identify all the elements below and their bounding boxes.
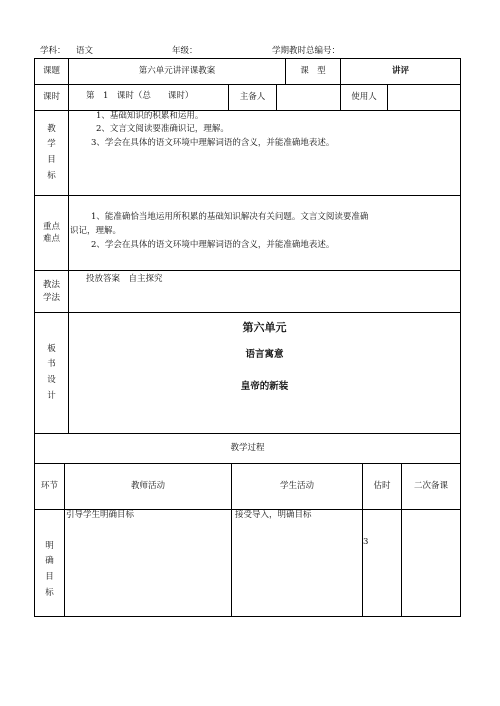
column-header-time: 估时 bbox=[373, 481, 391, 492]
lesson-type-value: 讲评 bbox=[391, 66, 409, 77]
preparer-value[interactable] bbox=[277, 85, 340, 110]
period-text: 第 1 课时（总 课时） bbox=[86, 91, 194, 101]
objective-item: 2、文言文阅读要准确识记，理解。 bbox=[96, 124, 229, 134]
methods-label: 教法 学法 bbox=[42, 280, 60, 303]
process-title: 教学过程 bbox=[230, 443, 265, 454]
stage-label: 明 确 目 标 bbox=[45, 540, 54, 598]
column-header-teacher: 教师活动 bbox=[130, 481, 165, 492]
objectives-label: 教 学 目 标 bbox=[47, 123, 56, 181]
board-lesson-title: 皇帝的新装 bbox=[240, 381, 289, 393]
board-subtitle: 语言寓意 bbox=[245, 349, 284, 361]
column-header-student: 学生活动 bbox=[279, 481, 314, 492]
table-border-bottom bbox=[34, 616, 461, 617]
lesson-type-label: 课 型 bbox=[300, 66, 326, 77]
key-point-line-continued: 识记，理解。 bbox=[70, 226, 122, 236]
objective-item: 1、基础知识的积累和运用。 bbox=[96, 111, 204, 121]
teacher-activity: 引导学生明确目标 bbox=[66, 510, 135, 520]
period-label: 课时 bbox=[42, 92, 60, 103]
column-header-stage: 环节 bbox=[40, 481, 58, 492]
plan-number-label: 学期教时总编号： bbox=[272, 46, 341, 56]
row-divider bbox=[34, 195, 461, 196]
key-point-line: 2、学会在具体的语文环境中理解词语的含义，并能准确地表述。 bbox=[91, 240, 335, 250]
key-points-label: 重点 难点 bbox=[42, 221, 60, 244]
column-header-second-prep: 二次备课 bbox=[413, 481, 448, 492]
methods-value: 投放答案 自主探究 bbox=[86, 274, 163, 284]
objective-item: 3、学会在具体的语文环境中理解词语的含义，并能准确地表述。 bbox=[91, 138, 335, 148]
subject-label: 学科： bbox=[40, 46, 66, 56]
topic-label: 课题 bbox=[42, 66, 60, 77]
preparer-label: 主备人 bbox=[239, 92, 266, 103]
row-divider bbox=[34, 270, 461, 271]
topic-value: 第六单元讲评课教案 bbox=[138, 66, 216, 77]
estimated-time: 3 bbox=[363, 537, 369, 547]
row-divider bbox=[34, 312, 461, 313]
label-column-divider bbox=[68, 58, 69, 433]
board-design-label: 板 书 设 计 bbox=[47, 343, 56, 401]
board-title: 第六单元 bbox=[242, 321, 287, 335]
document-header bbox=[40, 44, 460, 58]
student-activity: 接受导入，明确目标 bbox=[235, 510, 312, 520]
key-point-line: 1、能准确恰当地运用所积累的基础知识解决有关问题。文言文阅读要准确 bbox=[91, 212, 369, 222]
table-border-right bbox=[460, 58, 461, 617]
user-value[interactable] bbox=[388, 85, 460, 110]
subject-value: 语文 bbox=[76, 46, 94, 56]
grade-label: 年级： bbox=[172, 46, 198, 56]
user-label: 使用人 bbox=[351, 92, 377, 103]
